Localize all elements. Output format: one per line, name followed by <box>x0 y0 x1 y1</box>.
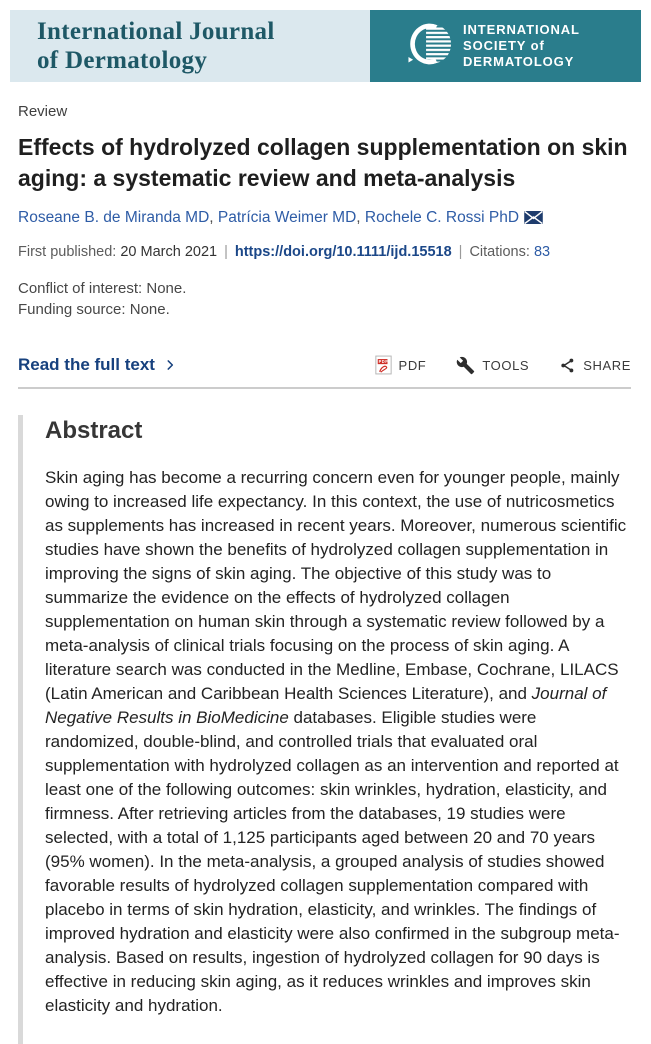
journal-banner-left[interactable] <box>10 10 370 82</box>
conflict-of-interest-note: Conflict of interest: None. <box>18 280 187 297</box>
author-separator: , <box>209 209 218 226</box>
author-list <box>18 209 631 229</box>
article-title: Effects of hydrolyzed collagen supplementation on skin aging: a systematic review and meta-analysis <box>18 134 628 191</box>
funding-source-note: Funding source: None. <box>18 301 170 318</box>
author-link-2[interactable]: Patrícia Weimer MD <box>217 209 357 226</box>
journal-name-line1: International Journal <box>37 18 275 45</box>
society-name-line2: SOCIETY of <box>463 38 545 53</box>
chevron-right-icon <box>163 358 177 372</box>
abstract-text <box>45 466 631 1018</box>
share-button[interactable] <box>559 357 631 374</box>
doi-link[interactable]: https://doi.org/10.1111/ijd.15518 <box>234 244 452 260</box>
society-logo-icon <box>402 19 452 74</box>
author-separator: , <box>356 209 365 226</box>
pdf-button[interactable] <box>375 355 427 375</box>
first-published-date: 20 March 2021 <box>120 244 218 260</box>
meta-separator: | <box>458 244 463 260</box>
journal-banner[interactable] <box>10 10 641 82</box>
tools-button[interactable] <box>456 356 529 375</box>
abstract-text-part1: Skin aging has become a recurring concern even for younger people, mainly owing to increased life expectancy. In this context, the use of nutricosmetics as supplements has increased in recent years. Moreover, numerous scientific studies have shown the benefits of hydrolyzed collagen supplementation in improving the signs of skin aging. The objective of this study was to summarize the evidence on the effects of hydrolyzed collagen supplementation on human skin through a systematic review followed by a meta-analysis of clinical trials focusing on the process of skin aging. A literature search was conducted in the Medline, Embase, Cochrane, LILACS (Latin American and Caribbean Health Sciences Literature), and <box>45 468 627 703</box>
tools-button-label: TOOLS <box>482 357 530 373</box>
svg-text:PDF: PDF <box>378 359 388 365</box>
citations-count-link[interactable]: 83 <box>533 244 551 260</box>
section-divider <box>18 387 631 389</box>
share-button-label: SHARE <box>583 357 631 373</box>
article-category: Review <box>18 103 68 120</box>
article-header <box>0 82 651 389</box>
email-icon[interactable] <box>524 211 543 228</box>
society-name-line1: INTERNATIONAL <box>463 22 580 37</box>
journal-name-line2: of Dermatology <box>37 47 208 74</box>
abstract-section <box>18 415 631 1044</box>
author-link-3[interactable]: Rochele C. Rossi PhD <box>364 209 520 226</box>
pdf-file-icon <box>375 355 392 375</box>
meta-separator: | <box>224 244 228 260</box>
journal-name <box>37 17 275 75</box>
action-row <box>18 351 631 379</box>
author-link-1[interactable]: Roseane B. de Miranda MD <box>18 209 210 226</box>
abstract-heading: Abstract <box>45 417 143 444</box>
first-published-label: First published: <box>18 244 117 260</box>
society-name-line3: DERMATOLOGY <box>463 54 575 69</box>
abstract-text-part2: databases. Eligible studies were randomized, double-blind, and controlled trials that evaluated oral supplementation with hydrolyzed collagen as an intervention and reported at least one of the following outcomes: skin wrinkles, hydration, elasticity, and firmness. After retrieving articles from the databases, 19 studies were selected, with a total of 1,125 participants aged between 20 and 70 years (95% women). In the meta-analysis, a grouped analysis of studies showed favorable results of hydrolyzed collagen supplementation compared with placebo in terms of skin hydration, elasticity, and wrinkles. The findings of improved hydration and elasticity were also confirmed in the subgroup meta-analysis. Based on results, ingestion of hydrolyzed collagen for 90 days is effective in reducing skin aging, as it reduces wrinkles and improves skin elasticity and hydration. <box>45 708 620 1015</box>
abstract-journal-italic: Journal of Negative Results in BioMedicine <box>45 684 607 727</box>
read-full-text-label: Read the full text <box>18 355 155 374</box>
wrench-icon <box>456 356 475 375</box>
share-icon <box>559 357 576 374</box>
article-notes <box>18 278 631 320</box>
journal-banner-right[interactable] <box>370 10 641 82</box>
read-full-text-link[interactable] <box>18 355 177 375</box>
citations-label: Citations: <box>469 244 530 260</box>
publication-meta <box>18 244 631 260</box>
pdf-button-label: PDF <box>398 357 427 373</box>
toolbar <box>345 355 631 375</box>
society-name <box>463 22 580 70</box>
